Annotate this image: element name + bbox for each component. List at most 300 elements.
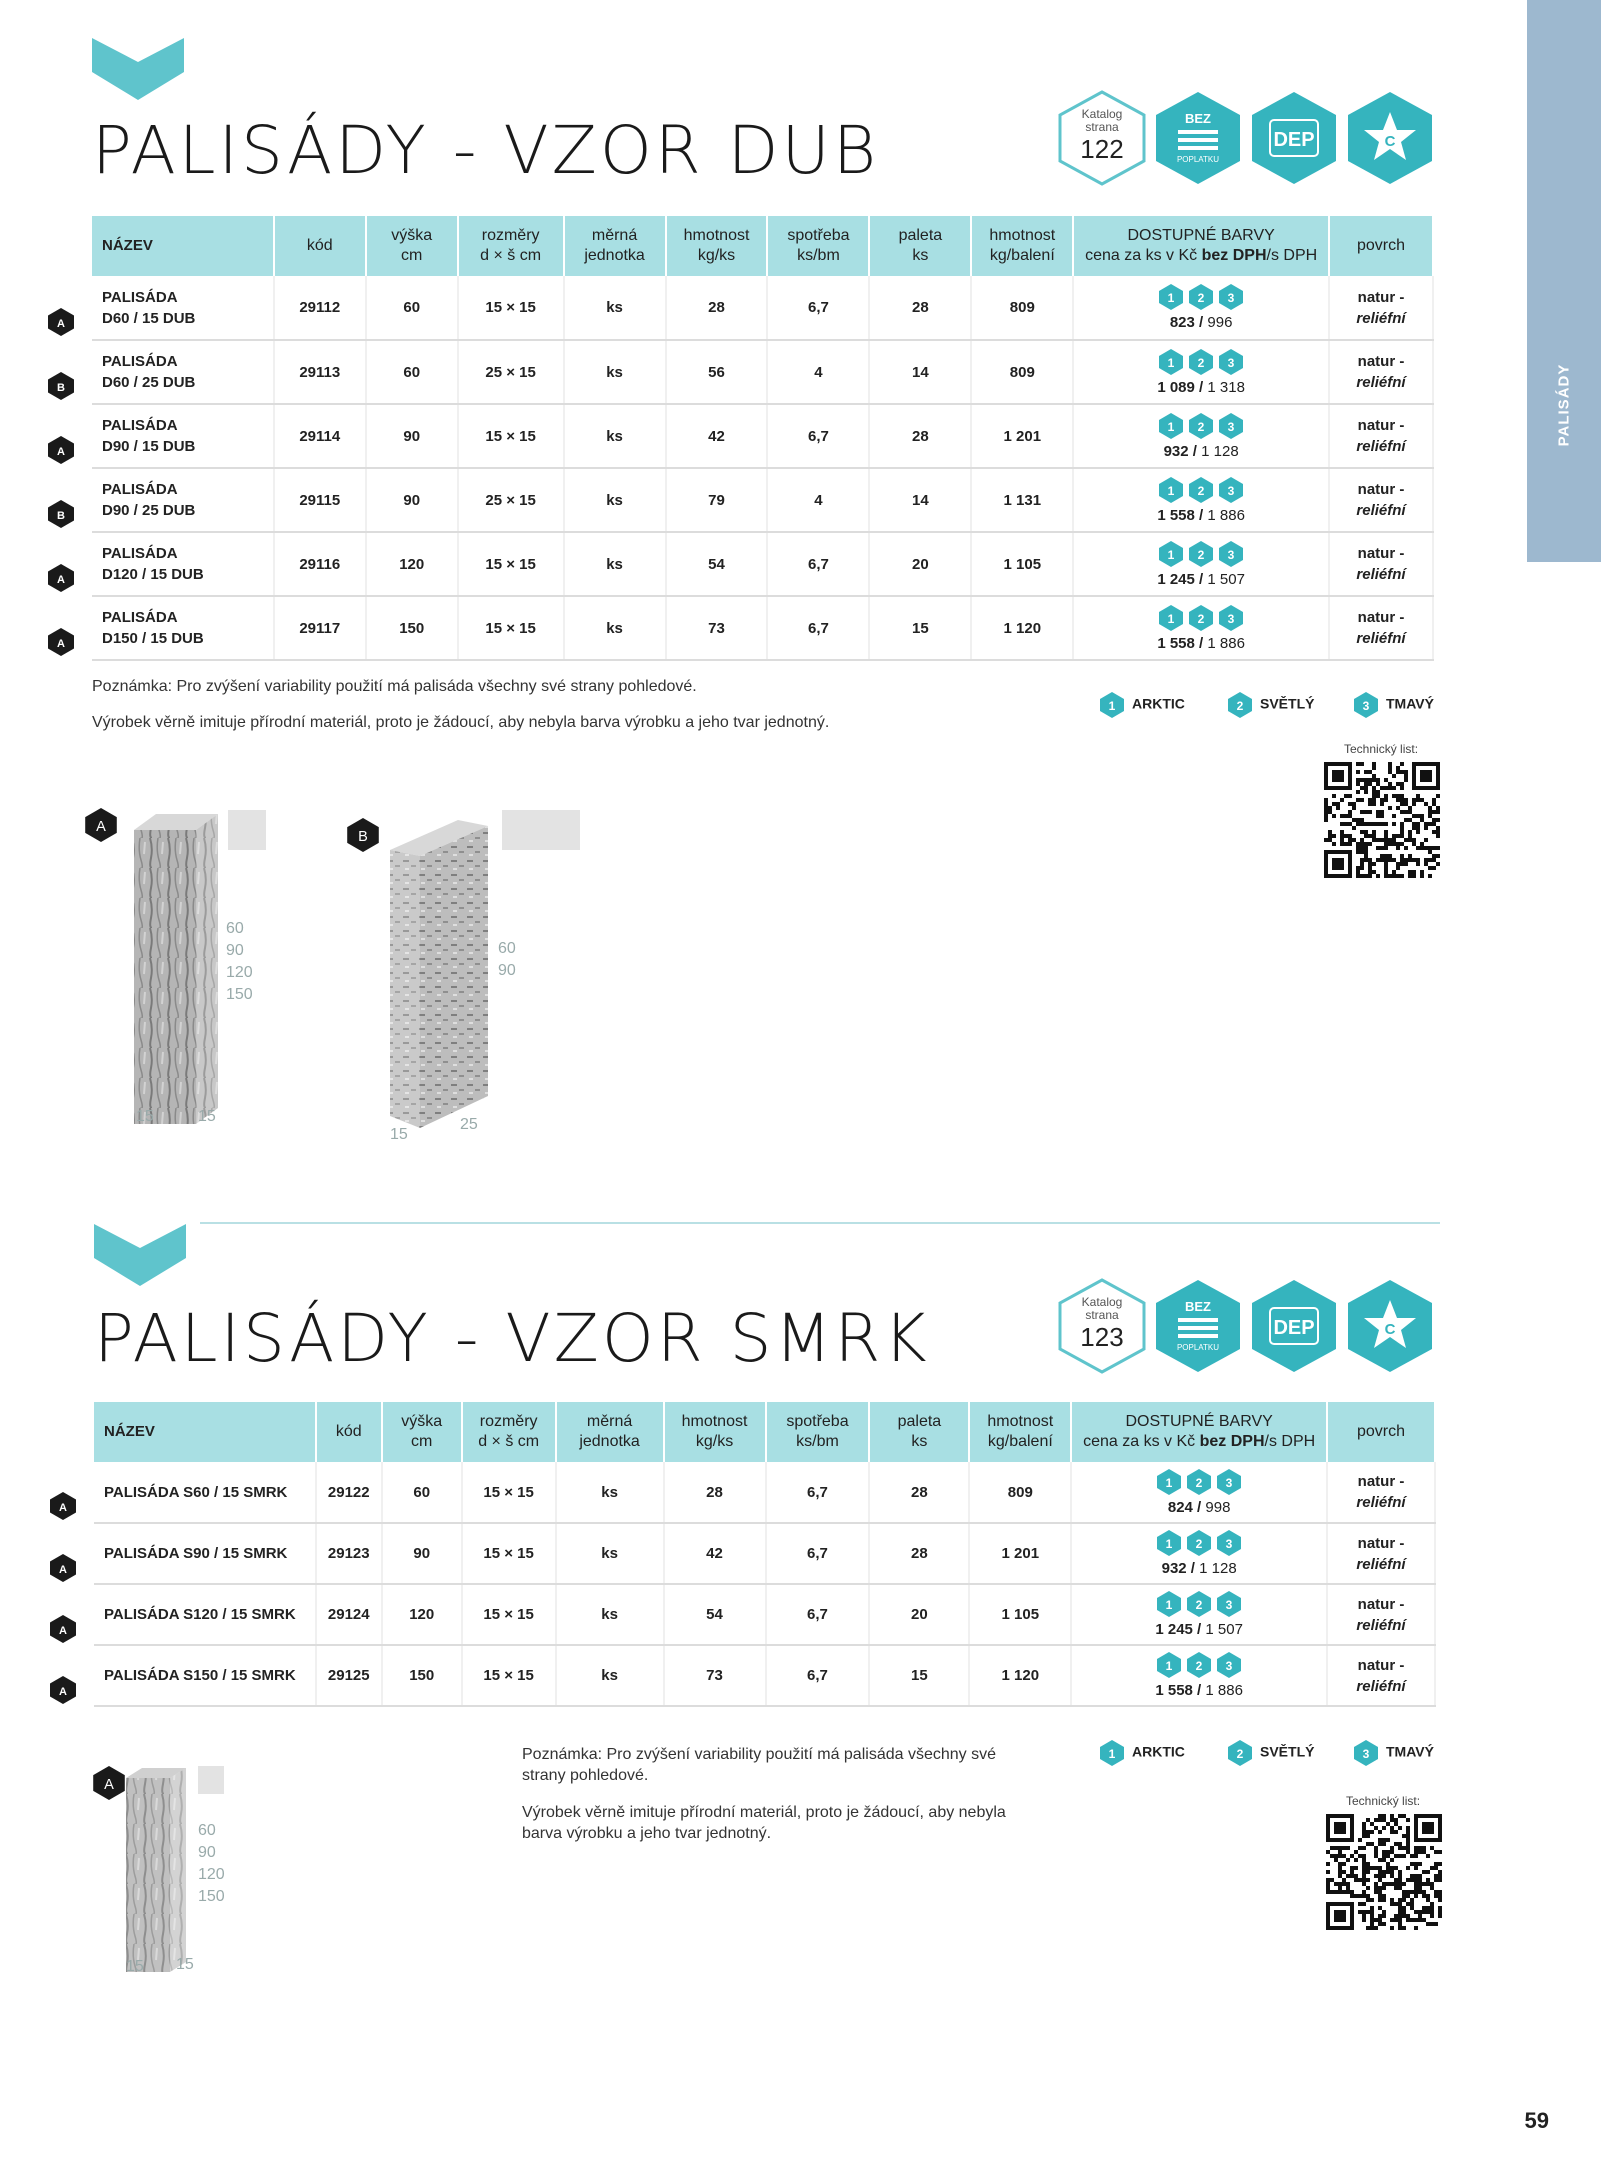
product-price: 1 2 3 1 245 / 1 507 [1071, 1584, 1327, 1645]
product-code: 29123 [316, 1523, 382, 1584]
row-mark-icon [48, 436, 74, 464]
product-surface: natur - reliéfní [1329, 276, 1433, 340]
product-pallet: 20 [869, 1584, 969, 1645]
product-name: A PALISÁDA S90 / 15 SMRK [94, 1523, 316, 1584]
svg-text:A: A [57, 574, 65, 586]
col-name: NÁZEV [94, 1402, 316, 1462]
color-2-icon [1187, 1652, 1211, 1678]
product-surface: natur - reliéfní [1329, 404, 1433, 468]
product-surface: natur - reliéfní [1327, 1523, 1435, 1584]
color-2-icon [1189, 413, 1213, 439]
dep-label: DEP [1273, 1317, 1315, 1339]
table-row [94, 1645, 1435, 1706]
product-name: A PALISÁDA D60 / 15 DUB [92, 276, 274, 340]
product-usage: 6,7 [767, 404, 869, 468]
product-name: B PALISÁDA D60 / 25 DUB [92, 340, 274, 404]
product-unit: ks [564, 532, 666, 596]
col-usage: spotřeba ks/bm [767, 216, 869, 276]
katalog-badge [1058, 90, 1146, 186]
product-weight: 42 [666, 404, 768, 468]
svg-text:3: 3 [1227, 355, 1235, 370]
svg-text:1: 1 [1167, 419, 1175, 434]
product-height: 90 [366, 404, 458, 468]
color-3-icon [1219, 413, 1243, 439]
col-pallet: paleta ks [869, 216, 971, 276]
fig-b-width2: 25 [460, 1116, 478, 1133]
star-c-badge [1346, 90, 1434, 186]
product-pallet: 28 [869, 1462, 969, 1523]
table-row [94, 1523, 1435, 1584]
product-size: 15 × 15 [462, 1584, 556, 1645]
col-colors: DOSTUPNÉ BARVY cena za ks v Kč bez DPH/s DPH [1073, 216, 1329, 276]
product-unit: ks [556, 1462, 664, 1523]
product-height: 150 [382, 1645, 462, 1706]
color-1-icon [1157, 1469, 1181, 1495]
product-surface: natur - reliéfní [1327, 1462, 1435, 1523]
product-price: 1 2 3 1 089 / 1 318 [1073, 340, 1329, 404]
katalog-label: Katalog [1081, 1295, 1123, 1309]
color-3-icon [1217, 1591, 1241, 1617]
product-weight: 28 [666, 276, 768, 340]
col-size: rozměry d × š cm [462, 1402, 556, 1462]
color-1-icon [1157, 1530, 1181, 1556]
svg-text:2: 2 [1195, 1598, 1203, 1612]
palisade-a-image [130, 808, 222, 1130]
svg-text:3: 3 [1225, 1537, 1233, 1551]
legend-svetly: 2 SVĚTLÝ [1228, 1740, 1314, 1766]
product-weight: 79 [666, 468, 768, 532]
color-options [1076, 1652, 1322, 1678]
table-row [94, 1584, 1435, 1645]
color-2-icon [1187, 1591, 1211, 1617]
svg-text:3: 3 [1227, 611, 1235, 626]
section1-note2: Výrobek věrně imituje přírodní materiál, proto je žádoucí, aby nebyla barva výrobku a jeho tvar jednotný. [92, 714, 830, 731]
palisade-smrk-image [124, 1764, 190, 1976]
product-pack-weight: 1 120 [969, 1645, 1071, 1706]
row-mark-icon [48, 308, 74, 336]
svg-text:3: 3 [1362, 1747, 1370, 1761]
section2-color-legend [1100, 1740, 1440, 1770]
product-weight: 73 [666, 596, 768, 660]
star-c-badge [1346, 1278, 1434, 1374]
col-size: rozměry d × š cm [458, 216, 564, 276]
svg-text:A: A [59, 1624, 67, 1637]
product-weight: 56 [666, 340, 768, 404]
row-mark-icon [50, 1492, 76, 1520]
color-options [1078, 541, 1324, 567]
side-tab-label: PALISÁDY [1555, 363, 1573, 447]
tech-sheet-label: Technický list: [1346, 1794, 1421, 1808]
color-options [1076, 1591, 1322, 1617]
katalog-badge [1058, 1278, 1146, 1374]
product-usage: 6,7 [767, 276, 869, 340]
svg-text:2: 2 [1236, 1747, 1244, 1761]
dep-badge [1250, 1278, 1338, 1374]
product-name: A PALISÁDA D120 / 15 DUB [92, 532, 274, 596]
color-3-icon [1219, 349, 1243, 375]
product-price: 1 2 3 823 / 996 [1073, 276, 1329, 340]
product-usage: 6,7 [766, 1645, 870, 1706]
color-3-icon [1354, 692, 1378, 718]
svg-text:3: 3 [1227, 547, 1235, 562]
table-row [92, 404, 1433, 468]
product-surface: natur - reliéfní [1329, 596, 1433, 660]
svg-text:B: B [57, 382, 65, 394]
svg-text:A: A [104, 1777, 114, 1794]
section1-note1: Poznámka: Pro zvýšení variability použití má palisáda všechny své strany pohledové. [92, 678, 697, 695]
product-pallet: 15 [869, 596, 971, 660]
svg-text:2: 2 [1195, 1537, 1203, 1551]
color-options [1076, 1469, 1322, 1495]
color-3-icon [1217, 1469, 1241, 1495]
color-2-icon [1228, 692, 1252, 718]
product-height: 90 [382, 1523, 462, 1584]
product-pack-weight: 1 201 [971, 404, 1073, 468]
fig-smrk-width2: 15 [176, 1956, 194, 1973]
svg-text:2: 2 [1236, 699, 1244, 713]
dep-badge [1250, 90, 1338, 186]
table-row [92, 468, 1433, 532]
product-size: 15 × 15 [462, 1462, 556, 1523]
table-row [92, 276, 1433, 340]
color-swatch-b [502, 810, 580, 850]
strana-label: strana [1085, 120, 1119, 134]
svg-text:3: 3 [1227, 483, 1235, 498]
tech-sheet-label: Technický list: [1344, 742, 1419, 756]
table-row [92, 532, 1433, 596]
svg-text:A: A [59, 1685, 67, 1698]
product-size: 15 × 15 [462, 1645, 556, 1706]
color-1-icon [1100, 1740, 1124, 1766]
color-3-icon [1217, 1652, 1241, 1678]
chevron-down-icon [94, 1224, 186, 1286]
svg-text:1: 1 [1165, 1537, 1173, 1551]
color-2-icon [1189, 605, 1213, 631]
svg-text:1: 1 [1108, 1747, 1116, 1761]
product-code: 29113 [274, 340, 366, 404]
section1-badges [1058, 90, 1438, 190]
product-height: 120 [382, 1584, 462, 1645]
fig-mark-a [84, 808, 118, 842]
col-weight: hmotnost kg/ks [666, 216, 768, 276]
row-mark-icon [50, 1676, 76, 1704]
c-label: C [1384, 1321, 1396, 1338]
product-unit: ks [564, 276, 666, 340]
color-1-icon [1159, 413, 1183, 439]
color-3-icon [1219, 541, 1243, 567]
legend-svetly: 2 SVĚTLÝ [1228, 692, 1314, 718]
col-usage: spotřeba ks/bm [766, 1402, 870, 1462]
product-name: A PALISÁDA D150 / 15 DUB [92, 596, 274, 660]
svg-text:B: B [358, 829, 368, 846]
product-weight: 54 [666, 532, 768, 596]
bez-poplatku-badge [1154, 90, 1242, 186]
product-usage: 6,7 [766, 1584, 870, 1645]
svg-text:2: 2 [1197, 419, 1205, 434]
product-pack-weight: 1 131 [971, 468, 1073, 532]
color-swatch-smrk [198, 1766, 224, 1794]
row-mark-icon [50, 1554, 76, 1582]
row-mark-icon [48, 500, 74, 528]
color-2-icon [1189, 349, 1213, 375]
svg-text:A: A [57, 638, 65, 650]
product-size: 15 × 15 [458, 532, 564, 596]
product-name: A PALISÁDA S120 / 15 SMRK [94, 1584, 316, 1645]
svg-text:3: 3 [1362, 699, 1370, 713]
product-price: 1 2 3 1 558 / 1 886 [1073, 468, 1329, 532]
product-unit: ks [564, 340, 666, 404]
product-size: 15 × 15 [458, 276, 564, 340]
col-code: kód [316, 1402, 382, 1462]
product-weight: 54 [664, 1584, 766, 1645]
product-pack-weight: 809 [971, 340, 1073, 404]
row-mark-icon [48, 628, 74, 656]
side-tab [1527, 0, 1601, 562]
legend-arktic: 1 ARKTIC [1100, 692, 1185, 718]
color-3-icon [1219, 477, 1243, 503]
product-height: 150 [366, 596, 458, 660]
svg-text:1: 1 [1167, 547, 1175, 562]
legend-tmavy: 3 TMAVÝ [1354, 692, 1434, 718]
section2-table [59, 1402, 1436, 1707]
col-colors: DOSTUPNÉ BARVY cena za ks v Kč bez DPH/s DPH [1071, 1402, 1327, 1462]
table-row [92, 340, 1433, 404]
fig-b-width1: 15 [390, 1126, 408, 1143]
svg-text:2: 2 [1197, 483, 1205, 498]
svg-text:1: 1 [1167, 611, 1175, 626]
product-pallet: 28 [869, 404, 971, 468]
dep-label: DEP [1273, 129, 1315, 151]
col-height: výška cm [382, 1402, 462, 1462]
product-pack-weight: 1 120 [971, 596, 1073, 660]
svg-text:B: B [57, 510, 65, 522]
product-usage: 6,7 [767, 596, 869, 660]
col-surface: povrch [1329, 216, 1433, 276]
product-usage: 4 [767, 468, 869, 532]
bez-label: BEZ [1185, 111, 1211, 126]
fig-a-width2: 15 [198, 1108, 216, 1125]
product-code: 29114 [274, 404, 366, 468]
section2-badges [1058, 1278, 1438, 1378]
svg-text:1: 1 [1165, 1659, 1173, 1673]
product-pallet: 28 [869, 1523, 969, 1584]
svg-text:3: 3 [1225, 1598, 1233, 1612]
svg-text:A: A [59, 1502, 67, 1514]
section1-table [57, 216, 1434, 661]
product-height: 60 [366, 340, 458, 404]
svg-text:A: A [59, 1563, 67, 1576]
color-options [1076, 1530, 1322, 1556]
color-1-icon [1159, 284, 1183, 310]
katalog-page: 122 [1080, 134, 1124, 164]
product-unit: ks [556, 1523, 664, 1584]
product-price: 1 2 3 932 / 1 128 [1071, 1523, 1327, 1584]
product-weight: 73 [664, 1645, 766, 1706]
product-name: A PALISÁDA S60 / 15 SMRK [94, 1462, 316, 1523]
product-code: 29112 [274, 276, 366, 340]
svg-text:2: 2 [1197, 547, 1205, 562]
product-name: A PALISÁDA S150 / 15 SMRK [94, 1645, 316, 1706]
product-surface: natur - reliéfní [1329, 340, 1433, 404]
color-2-icon [1187, 1469, 1211, 1495]
product-weight: 42 [664, 1523, 766, 1584]
section2-note1: Poznámka: Pro zvýšení variability použití má palisáda všechny své strany pohledové. [522, 1746, 996, 1784]
chevron-down-icon [92, 38, 184, 100]
product-pack-weight: 1 105 [971, 532, 1073, 596]
svg-text:1: 1 [1167, 483, 1175, 498]
product-pallet: 28 [869, 276, 971, 340]
svg-text:2: 2 [1195, 1659, 1203, 1673]
color-1-icon [1159, 477, 1183, 503]
row-mark-icon [48, 372, 74, 400]
fig-smrk-heights: 60 90 120 150 [198, 1822, 225, 1905]
product-code: 29125 [316, 1645, 382, 1706]
col-unit: měrná jednotka [556, 1402, 664, 1462]
color-1-icon [1159, 605, 1183, 631]
product-usage: 6,7 [766, 1523, 870, 1584]
product-height: 60 [366, 276, 458, 340]
color-3-icon [1354, 1740, 1378, 1766]
color-3-icon [1217, 1530, 1241, 1556]
product-pack-weight: 809 [971, 276, 1073, 340]
color-1-icon [1157, 1591, 1181, 1617]
product-surface: natur - reliéfní [1327, 1645, 1435, 1706]
product-pack-weight: 1 105 [969, 1584, 1071, 1645]
color-2-icon [1228, 1740, 1252, 1766]
table-row [92, 596, 1433, 660]
product-price: 1 2 3 1 245 / 1 507 [1073, 532, 1329, 596]
fig-a-width1: 15 [136, 1108, 154, 1125]
product-pack-weight: 809 [969, 1462, 1071, 1523]
product-code: 29122 [316, 1462, 382, 1523]
svg-text:3: 3 [1225, 1475, 1233, 1490]
section-divider [200, 1222, 1440, 1224]
svg-text:A: A [57, 317, 65, 330]
fig-mark-b [346, 818, 380, 852]
table-header [92, 216, 1433, 276]
strana-label: strana [1085, 1308, 1119, 1322]
legend-tmavy: 3 TMAVÝ [1354, 1740, 1434, 1766]
product-usage: 6,7 [767, 532, 869, 596]
col-pallet: paleta ks [869, 1402, 969, 1462]
svg-text:2: 2 [1195, 1475, 1203, 1490]
product-pallet: 14 [869, 340, 971, 404]
product-price: 1 2 3 932 / 1 128 [1073, 404, 1329, 468]
col-name: NÁZEV [92, 216, 274, 276]
svg-text:3: 3 [1227, 291, 1235, 305]
product-size: 15 × 15 [458, 596, 564, 660]
color-options [1078, 605, 1324, 631]
product-code: 29124 [316, 1584, 382, 1645]
product-weight: 28 [664, 1462, 766, 1523]
product-price: 1 2 3 824 / 998 [1071, 1462, 1327, 1523]
product-pallet: 15 [869, 1645, 969, 1706]
table-header [94, 1402, 1435, 1462]
poplatku-label: POPLATKU [1176, 1343, 1220, 1352]
color-swatch-a [228, 810, 266, 850]
color-1-icon [1159, 541, 1183, 567]
svg-text:1: 1 [1165, 1598, 1173, 1612]
color-2-icon [1189, 477, 1213, 503]
fig-mark-a [92, 1766, 126, 1800]
product-height: 120 [366, 532, 458, 596]
product-code: 29116 [274, 532, 366, 596]
bez-poplatku-badge [1154, 1278, 1242, 1374]
color-3-icon [1219, 605, 1243, 631]
col-unit: měrná jednotka [564, 216, 666, 276]
fig-b-heights: 60 90 [498, 940, 516, 979]
section1-color-legend [1100, 692, 1440, 722]
product-unit: ks [564, 468, 666, 532]
c-label: C [1384, 133, 1396, 150]
svg-text:2: 2 [1197, 611, 1205, 626]
product-size: 15 × 15 [458, 404, 564, 468]
color-3-icon [1219, 284, 1243, 310]
product-size: 15 × 15 [462, 1523, 556, 1584]
svg-text:3: 3 [1225, 1659, 1233, 1673]
color-1-icon [1159, 349, 1183, 375]
color-options [1078, 284, 1324, 310]
color-options [1078, 477, 1324, 503]
product-surface: natur - reliéfní [1329, 468, 1433, 532]
poplatku-label: POPLATKU [1176, 155, 1220, 164]
color-options [1078, 349, 1324, 375]
product-usage: 4 [767, 340, 869, 404]
qr-code-icon[interactable] [1324, 762, 1440, 878]
product-height: 60 [382, 1462, 462, 1523]
legend-arktic: 1 ARKTIC [1100, 1740, 1185, 1766]
svg-text:3: 3 [1227, 419, 1235, 434]
qr-code-icon[interactable] [1326, 1814, 1442, 1930]
product-code: 29117 [274, 596, 366, 660]
svg-text:2: 2 [1197, 355, 1205, 370]
bez-label: BEZ [1185, 1299, 1211, 1314]
fig-smrk-width1: 15 [126, 1958, 144, 1975]
product-unit: ks [564, 404, 666, 468]
svg-text:2: 2 [1197, 291, 1205, 305]
product-price: 1 2 3 1 558 / 1 886 [1071, 1645, 1327, 1706]
product-height: 90 [366, 468, 458, 532]
product-unit: ks [556, 1645, 664, 1706]
product-pallet: 14 [869, 468, 971, 532]
color-options [1078, 413, 1324, 439]
product-size: 25 × 15 [458, 340, 564, 404]
svg-text:1: 1 [1167, 355, 1175, 370]
product-unit: ks [556, 1584, 664, 1645]
color-1-icon [1100, 692, 1124, 718]
svg-text:1: 1 [1167, 291, 1175, 305]
product-name: A PALISÁDA D90 / 15 DUB [92, 404, 274, 468]
product-pack-weight: 1 201 [969, 1523, 1071, 1584]
color-1-icon [1157, 1652, 1181, 1678]
section1-title: PALISÁDY - VZOR DUB [92, 112, 880, 189]
katalog-label: Katalog [1081, 107, 1123, 121]
palisade-b-image [386, 816, 492, 1132]
color-2-icon [1189, 541, 1213, 567]
svg-text:A: A [96, 819, 106, 836]
product-code: 29115 [274, 468, 366, 532]
product-name: B PALISÁDA D90 / 25 DUB [92, 468, 274, 532]
row-mark-icon [50, 1615, 76, 1643]
page-number: 59 [1524, 2108, 1549, 2133]
product-unit: ks [564, 596, 666, 660]
svg-text:A: A [57, 446, 65, 458]
col-weight: hmotnost kg/ks [664, 1402, 766, 1462]
section2-note2: Výrobek věrně imituje přírodní materiál, proto je žádoucí, aby nebyla barva výrobku a jeho tvar jednotný. [522, 1804, 1006, 1842]
svg-text:1: 1 [1108, 699, 1116, 713]
product-price: 1 2 3 1 558 / 1 886 [1073, 596, 1329, 660]
col-surface: povrch [1327, 1402, 1435, 1462]
